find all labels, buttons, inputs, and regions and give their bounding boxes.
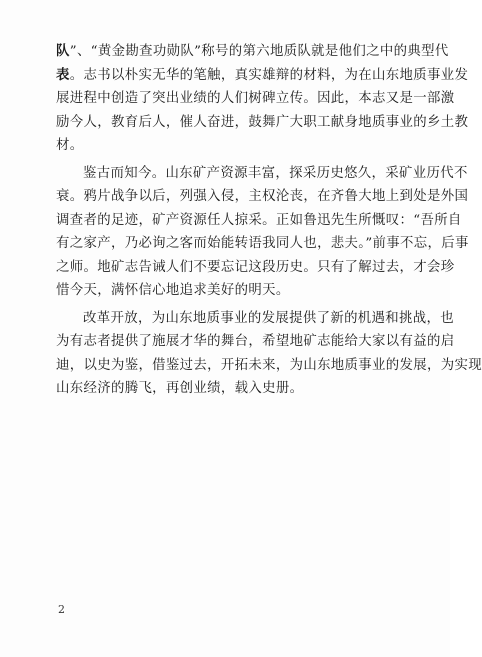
text-line bbox=[56, 111, 469, 135]
text-line bbox=[56, 232, 469, 256]
text-line bbox=[56, 185, 469, 209]
page-number: 2 bbox=[58, 603, 65, 616]
text-fragment: 之师。地矿志告诫人们不要忘记这段历史。只有了解过去，才会珍 bbox=[56, 259, 455, 275]
text-line bbox=[56, 330, 455, 354]
text-fragment: 励今人，教育后人，催人奋进，鼓舞广大职工献身地质事业的乡土教 bbox=[56, 114, 469, 130]
text-fragment: 。志书以朴实无华的笔触，真实雄辩的材料，为在山东地质事业发 bbox=[69, 67, 469, 83]
text-line bbox=[56, 307, 454, 331]
text-line bbox=[56, 64, 469, 88]
text-fragment: 表 bbox=[56, 66, 70, 83]
text-line bbox=[56, 40, 449, 64]
text-fragment: 调查者的足迹，矿产资源任人掠采。正如鲁迅先生所慨叹：“吾所自 bbox=[56, 212, 462, 228]
text-fragment: ”、“黄金勘查功勋队”称号的第六地质队就是他们之中的典型代 bbox=[69, 44, 449, 59]
text-fragment: 鉴古而知今。山东矿产资源丰富，探采历史悠久，采矿业历代不 bbox=[83, 165, 468, 181]
text-fragment: 材。 bbox=[56, 138, 84, 153]
text-line bbox=[56, 134, 416, 158]
paragraph-3 bbox=[56, 307, 482, 401]
paragraph-2 bbox=[56, 162, 469, 303]
text-fragment: 有之家产，乃必询之客而始能转语我同人也，悲夫。”前事不忘，后事 bbox=[56, 236, 469, 251]
text-fragment: 山东经济的腾飞，再创业绩，载入史册。 bbox=[56, 381, 304, 396]
text-fragment: 衰。鸦片战争以后，列强入侵，主权沦丧，在齐鲁大地上到处是外国 bbox=[56, 189, 469, 204]
text-fragment: 迪，以史为鉴，借鉴过去，开拓未来，为山东地质事业的发展，为实现 bbox=[56, 357, 482, 373]
text-line bbox=[56, 209, 462, 233]
text-fragment: 队 bbox=[56, 43, 70, 59]
text-line bbox=[56, 354, 482, 378]
paragraph-1 bbox=[56, 40, 469, 158]
text-fragment: 为有志者提供了施展才华的舞台，希望地矿志能给大家以有益的启 bbox=[56, 334, 455, 349]
body-text bbox=[56, 40, 482, 401]
text-line bbox=[56, 87, 455, 111]
text-fragment: 惜今天，满怀信心地追求美好的明天。 bbox=[56, 283, 290, 298]
text-line bbox=[56, 162, 468, 186]
text-line bbox=[56, 377, 416, 401]
text-fragment: 展进程中创造了突出业绩的人们树碑立传。因此，本志又是一部激 bbox=[56, 91, 455, 106]
text-line bbox=[56, 279, 416, 303]
text-line bbox=[56, 256, 455, 280]
text-fragment: 改革开放，为山东地质事业的发展提供了新的机遇和挑战，也 bbox=[83, 310, 454, 326]
